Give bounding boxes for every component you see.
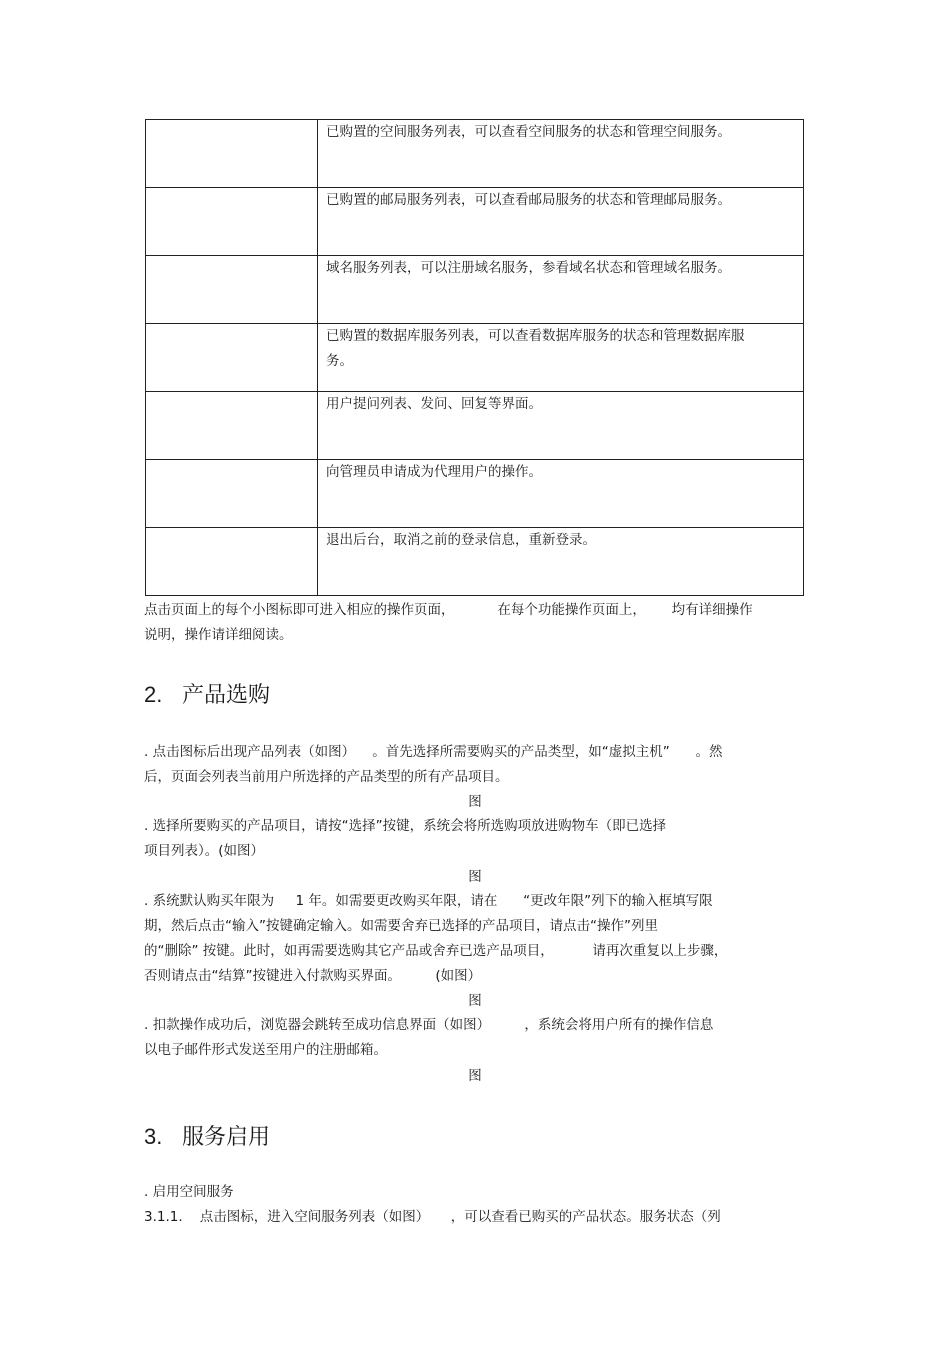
- section-3-heading: [144, 1122, 270, 1152]
- table-row: [146, 460, 804, 528]
- figure-caption-1: 图: [468, 794, 482, 810]
- intro-line-1: 点击页面上的每个小图标即可进入相应的操作页面， 在每个功能操作页面上， 均有详细操作: [144, 602, 753, 618]
- function-desc-cell: 已购置的邮局服务列表，可以查看邮局服务的状态和管理邮局服务。: [318, 188, 804, 256]
- step-1-line-2: 后，页面会列表当前用户所选择的产品类型的所有产品项目。: [144, 769, 509, 785]
- figure-caption-4: 图: [468, 1068, 482, 1084]
- subsection-3-1: . 启用空间服务: [144, 1184, 234, 1200]
- function-table: [145, 119, 804, 596]
- step-3-line-2: 期，然后点击“输入”按键确定输入。如需要舍弃已选择的产品项目，请点击“操作”列里: [144, 918, 658, 934]
- function-desc-cell: 退出后台，取消之前的登录信息，重新登录。: [318, 528, 804, 596]
- step-2-line-1: . 选择所要购买的产品项目，请按“选择”按键，系统会将所选购项放进购物车（即已选择: [144, 818, 667, 834]
- function-desc-cell: 已购置的空间服务列表，可以查看空间服务的状态和管理空间服务。: [318, 120, 804, 188]
- table-row: [146, 188, 804, 256]
- figure-caption-2: 图: [468, 869, 482, 885]
- function-name-cell: [146, 528, 318, 596]
- function-name-cell: [146, 324, 318, 392]
- section-2-heading: [144, 680, 270, 710]
- section-2-number: 2.: [144, 682, 163, 707]
- function-desc-cell: 向管理员申请成为代理用户的操作。: [318, 460, 804, 528]
- step-4-line-1: . 扣款操作成功后，浏览器会跳转至成功信息界面（如图） ，系统会将用户所有的操作信息: [144, 1017, 714, 1033]
- step-3-line-4: 否则请点击“结算”按键进入付款购买界面。 (如图）: [144, 968, 482, 984]
- step-3-line-1: . 系统默认购买年限为 1 年。如需要更改购买年限，请在 “更改年限”列下的输入框填写限: [144, 893, 713, 909]
- intro-line-2: 说明，操作请详细阅读。: [144, 627, 293, 643]
- function-name-cell: [146, 460, 318, 528]
- item-3-1-1: 3.1.1. 点击图标，进入空间服务列表（如图） ，可以查看已购买的产品状态。服务状态（列: [144, 1209, 721, 1225]
- function-desc-cell: 域名服务列表，可以注册域名服务，参看域名状态和管理域名服务。: [318, 256, 804, 324]
- step-1-line-1: . 点击图标后出现产品列表（如图） 。首先选择所需要购买的产品类型，如“虚拟主机” 。然: [144, 744, 723, 760]
- step-4-line-2: 以电子邮件形式发送至用户的注册邮箱。: [144, 1042, 387, 1058]
- function-name-cell: [146, 120, 318, 188]
- section-3-number: 3.: [144, 1124, 163, 1149]
- function-name-cell: [146, 188, 318, 256]
- figure-caption-3: 图: [468, 993, 482, 1009]
- table-row: [146, 324, 804, 392]
- table-row: [146, 392, 804, 460]
- table-row: [146, 256, 804, 324]
- function-name-cell: [146, 256, 318, 324]
- step-3-line-3: 的“删除” 按键。此时，如再需要选购其它产品或舍弃已选产品项目， 请再次重复以上步骤，: [144, 943, 728, 959]
- section-2-title: 产品选购: [182, 682, 271, 707]
- step-2-line-2: 项目列表）。(如图）: [144, 843, 265, 859]
- function-desc-cell: 已购置的数据库服务列表，可以查看数据库服务的状态和管理数据库服务。: [318, 324, 804, 392]
- table-row: [146, 120, 804, 188]
- function-desc-cell: 用户提问列表、发问、回复等界面。: [318, 392, 804, 460]
- section-3-title: 服务启用: [182, 1124, 271, 1149]
- function-name-cell: [146, 392, 318, 460]
- table-row: [146, 528, 804, 596]
